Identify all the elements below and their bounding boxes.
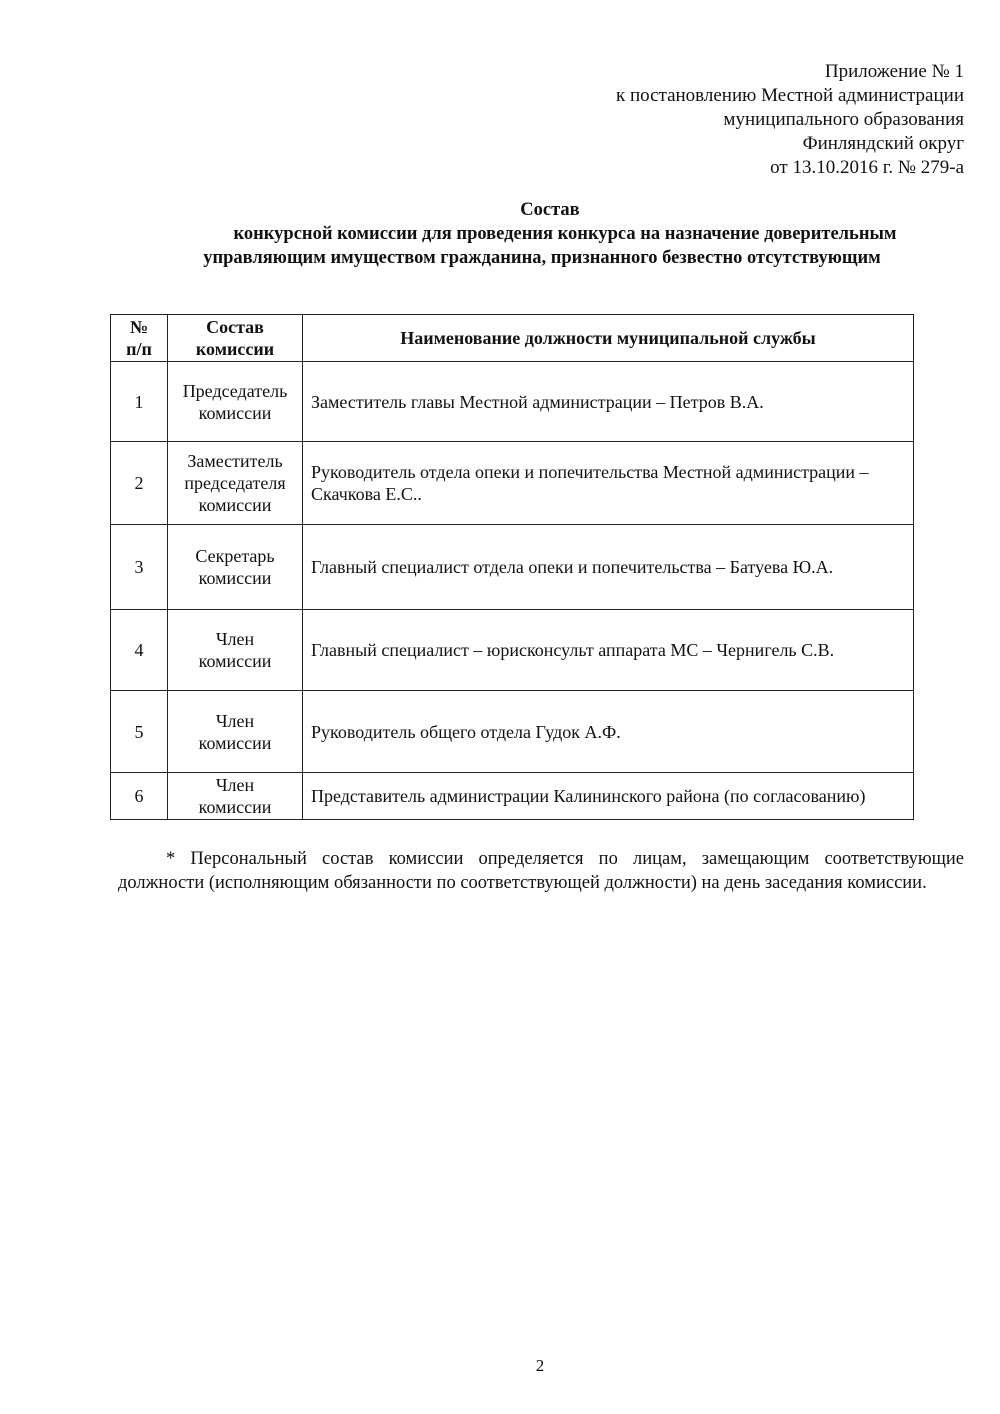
row-role bbox=[168, 362, 303, 442]
row-role-line-2: комиссии bbox=[198, 797, 272, 817]
row-role-line-1: Член bbox=[215, 629, 255, 649]
table-row bbox=[111, 525, 914, 610]
row-position: Руководитель отдела опеки и попечительства Местной администрации – Скачкова Е.С.. bbox=[303, 442, 914, 525]
header-role bbox=[168, 315, 303, 362]
table-row bbox=[111, 691, 914, 773]
row-role bbox=[168, 691, 303, 773]
row-role-line-1: Член bbox=[215, 775, 255, 795]
header-number bbox=[111, 315, 168, 362]
row-position: Главный специалист отдела опеки и попечительства – Батуева Ю.А. bbox=[303, 525, 914, 610]
row-role bbox=[168, 610, 303, 691]
row-number: 5 bbox=[111, 691, 168, 773]
header-role-line-1: Состав bbox=[206, 317, 264, 337]
row-role-line-2: комиссии bbox=[198, 402, 272, 423]
row-position: Руководитель общего отдела Гудок А.Ф. bbox=[303, 691, 914, 773]
row-number: 6 bbox=[111, 773, 168, 820]
title-line-2: конкурсной комиссии для проведения конкурса на назначение доверительным bbox=[233, 224, 897, 244]
header-position: Наименование должности муниципальной службы bbox=[303, 315, 914, 362]
table-row bbox=[111, 610, 914, 691]
appendix-line-2: к постановлению Местной администрации bbox=[615, 85, 964, 106]
table-header-row bbox=[111, 315, 914, 362]
row-number: 3 bbox=[111, 525, 168, 610]
page-number: 2 bbox=[535, 1356, 545, 1375]
appendix-line-1: Приложение № 1 bbox=[824, 61, 964, 82]
row-position: Представитель администрации Калининского района (по согласованию) bbox=[303, 773, 914, 820]
title-line-3: управляющим имуществом гражданина, признанного безвестно отсутствующим bbox=[203, 248, 881, 268]
appendix-line-5: от 13.10.2016 г. № 279-а bbox=[770, 157, 964, 178]
row-role-line-1: Секретарь bbox=[195, 546, 275, 566]
row-role-line-3: комиссии bbox=[198, 495, 272, 515]
document-title bbox=[0, 198, 1000, 270]
row-role bbox=[168, 773, 303, 820]
row-role-line-2: комиссии bbox=[198, 651, 272, 671]
row-number: 2 bbox=[111, 442, 168, 525]
row-role-line-2: комиссии bbox=[198, 732, 272, 753]
footnote: * Персональный состав комиссии определяется по лицам, замещающим соответствующие должности (исполняющим обязанности по соответствующей должности) на день заседания комиссии. bbox=[118, 849, 964, 893]
title-line-1: Состав bbox=[520, 200, 580, 220]
table-row bbox=[111, 362, 914, 442]
row-role bbox=[168, 442, 303, 525]
row-role-line-1: Председатель bbox=[182, 380, 288, 401]
row-number: 4 bbox=[111, 610, 168, 691]
row-number: 1 bbox=[111, 362, 168, 442]
table-row bbox=[111, 773, 914, 820]
appendix-line-4: Финляндский округ bbox=[802, 133, 964, 154]
row-role-line-2: председателя bbox=[184, 473, 286, 493]
row-position: Главный специалист – юрисконсульт аппарата МС – Чернигель С.В. bbox=[303, 610, 914, 691]
table-row bbox=[111, 442, 914, 525]
row-role bbox=[168, 525, 303, 610]
header-number-line-2: п/п bbox=[126, 339, 152, 359]
commission-table bbox=[110, 314, 914, 820]
appendix-header bbox=[616, 60, 964, 180]
row-role-line-1: Член bbox=[215, 710, 255, 731]
row-position: Заместитель главы Местной администрации – Петров В.А. bbox=[303, 362, 914, 442]
header-role-line-2: комиссии bbox=[195, 339, 275, 359]
row-role-line-1: Заместитель bbox=[187, 451, 283, 471]
row-role-line-2: комиссии bbox=[198, 568, 272, 588]
header-number-line-1: № bbox=[129, 317, 149, 337]
appendix-line-3: муниципального образования bbox=[723, 109, 964, 130]
